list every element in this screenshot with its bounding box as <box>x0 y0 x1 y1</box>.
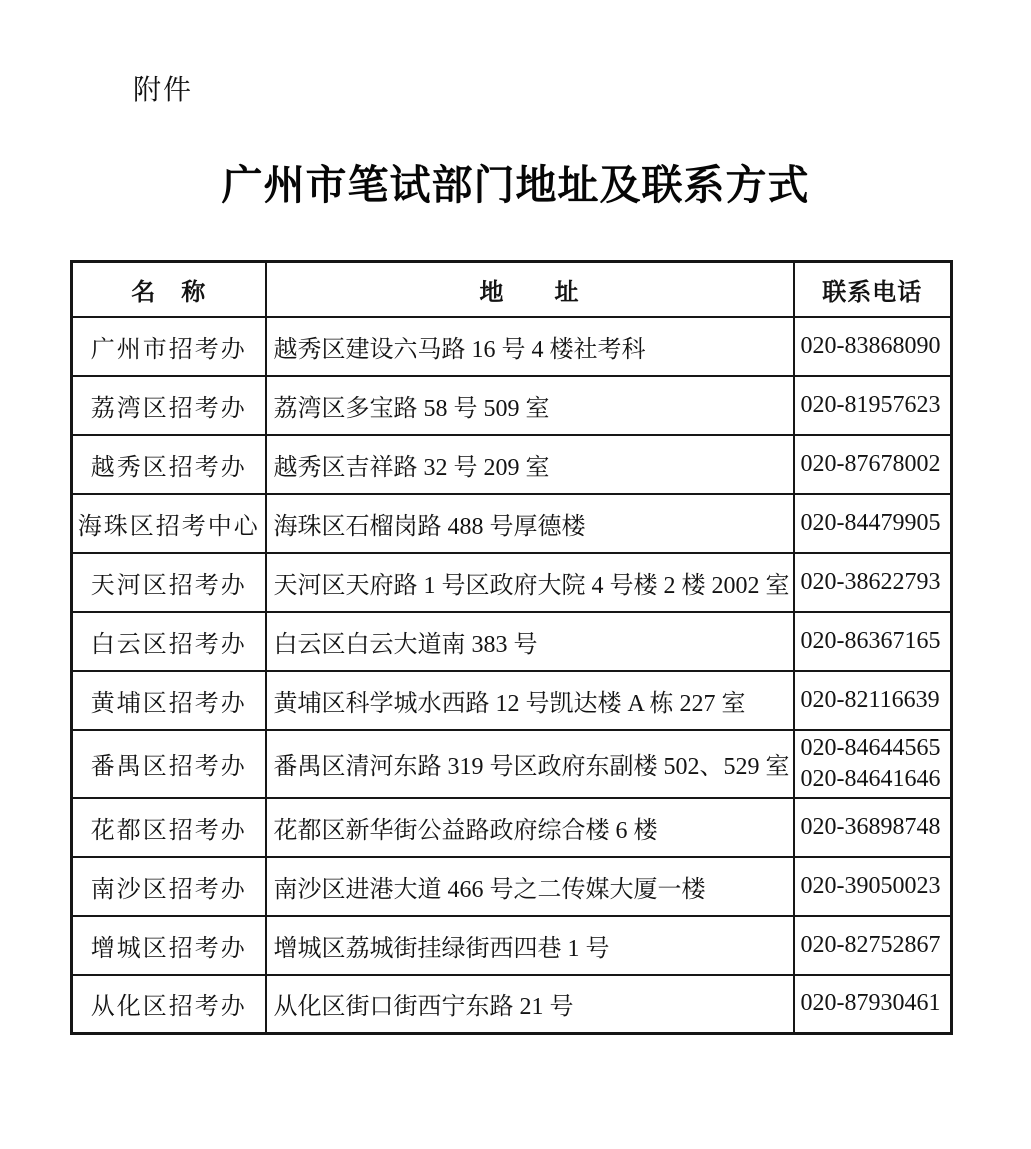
header-address: 地 址 <box>266 262 794 317</box>
phone-number: 020-84479905 <box>800 509 941 536</box>
address-cell: 越秀区建设六马路 16 号 4 楼社考科 <box>266 317 794 376</box>
phone-cell <box>794 612 952 671</box>
phone-cell <box>794 435 952 494</box>
table-row <box>72 975 952 1034</box>
table-row <box>72 376 952 435</box>
name-cell: 花都区招考办 <box>72 798 266 857</box>
phone-number: 020-38622793 <box>800 568 941 595</box>
address-cell: 增城区荔城街挂绿街西四巷 1 号 <box>266 916 794 975</box>
name-cell: 增城区招考办 <box>72 916 266 975</box>
name-cell: 天河区招考办 <box>72 553 266 612</box>
table-body <box>72 317 952 1034</box>
contact-table <box>70 260 953 1035</box>
phone-number: 020-84641646 <box>800 765 941 792</box>
address-cell: 南沙区进港大道 466 号之二传媒大厦一楼 <box>266 857 794 916</box>
name-cell: 从化区招考办 <box>72 975 266 1034</box>
name-cell: 番禺区招考办 <box>72 730 266 798</box>
phone-cell <box>794 317 952 376</box>
attachment-label: 附件 <box>133 74 194 105</box>
phone-cell <box>794 916 952 975</box>
name-cell: 黄埔区招考办 <box>72 671 266 730</box>
name-cell: 荔湾区招考办 <box>72 376 266 435</box>
table-row <box>72 435 952 494</box>
table-row <box>72 916 952 975</box>
phone-number: 020-87678002 <box>800 450 941 477</box>
table-header-row <box>72 262 952 317</box>
phone-cell <box>794 975 952 1034</box>
phone-number: 020-87930461 <box>800 990 941 1017</box>
phone-cell <box>794 798 952 857</box>
phone-cell <box>794 494 952 553</box>
phone-cell <box>794 671 952 730</box>
phone-number: 020-81957623 <box>800 391 941 418</box>
address-cell: 黄埔区科学城水西路 12 号凯达楼 A 栋 227 室 <box>266 671 794 730</box>
phone-cell <box>794 553 952 612</box>
phone-cell <box>794 730 952 798</box>
name-cell: 越秀区招考办 <box>72 435 266 494</box>
phone-number: 020-82116639 <box>800 686 940 713</box>
name-cell: 海珠区招考中心 <box>72 494 266 553</box>
phone-number: 020-83868090 <box>800 332 941 359</box>
table-row <box>72 730 952 798</box>
header-name: 名 称 <box>72 262 266 317</box>
address-cell: 从化区街口街西宁东路 21 号 <box>266 975 794 1034</box>
address-cell: 花都区新华街公益路政府综合楼 6 楼 <box>266 798 794 857</box>
table-row <box>72 494 952 553</box>
table-row <box>72 553 952 612</box>
address-cell: 海珠区石榴岗路 488 号厚德楼 <box>266 494 794 553</box>
page-title: 广州市笔试部门地址及联系方式 <box>221 162 810 208</box>
table-row <box>72 798 952 857</box>
address-cell: 番禺区清河东路 319 号区政府东副楼 502、529 室 <box>266 730 794 798</box>
table-row <box>72 671 952 730</box>
name-cell: 白云区招考办 <box>72 612 266 671</box>
phone-number: 020-84644565 <box>800 734 941 761</box>
name-cell: 广州市招考办 <box>72 317 266 376</box>
table-row <box>72 317 952 376</box>
phone-number: 020-39050023 <box>800 872 941 899</box>
phone-cell <box>794 376 952 435</box>
address-cell: 天河区天府路 1 号区政府大院 4 号楼 2 楼 2002 室 <box>266 553 794 612</box>
header-phone: 联系电话 <box>794 262 952 317</box>
name-cell: 南沙区招考办 <box>72 857 266 916</box>
phone-number: 020-82752867 <box>800 931 941 958</box>
address-cell: 越秀区吉祥路 32 号 209 室 <box>266 435 794 494</box>
phone-number: 020-36898748 <box>800 813 941 840</box>
phone-number: 020-86367165 <box>800 627 941 654</box>
table-row <box>72 857 952 916</box>
address-cell: 荔湾区多宝路 58 号 509 室 <box>266 376 794 435</box>
address-cell: 白云区白云大道南 383 号 <box>266 612 794 671</box>
table-row <box>72 612 952 671</box>
phone-cell <box>794 857 952 916</box>
